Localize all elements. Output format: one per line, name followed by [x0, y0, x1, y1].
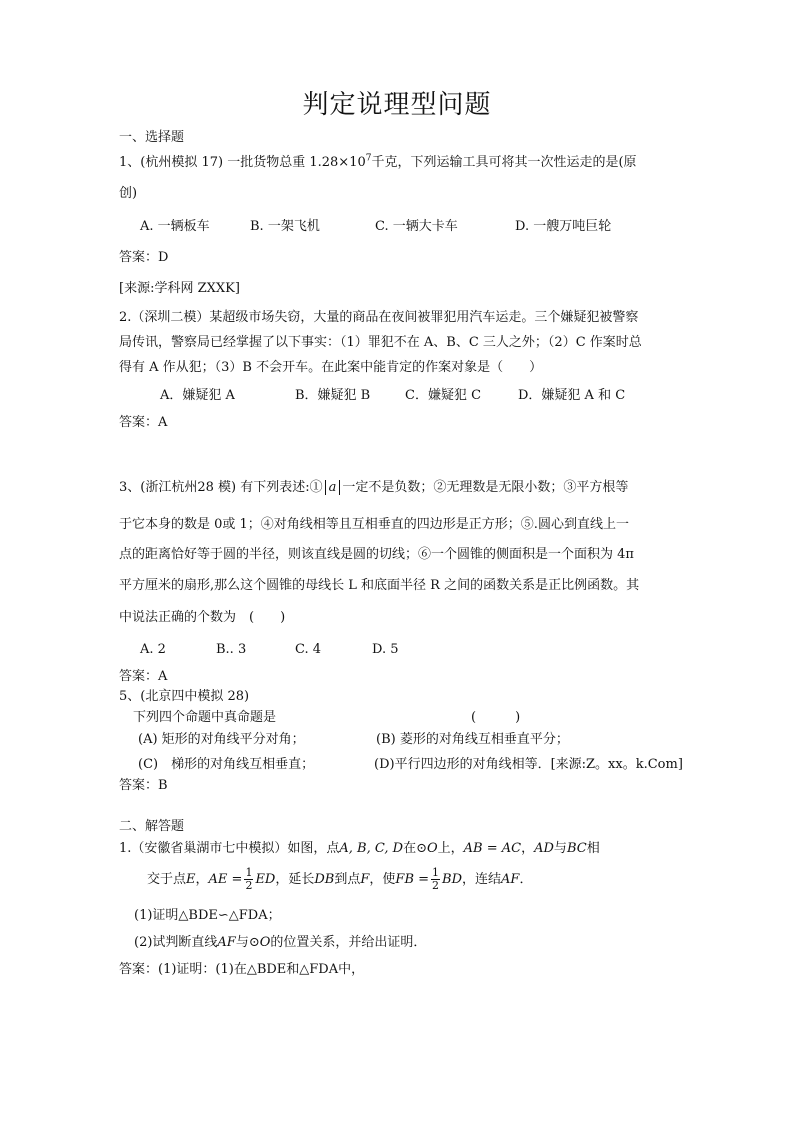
q1-option-b: B. 一架飞机 — [250, 219, 320, 234]
p1-point-e: E — [186, 872, 196, 887]
q5-options-row1 — [138, 731, 569, 749]
p1-point-f: F — [360, 872, 370, 887]
p1-frac-1 — [244, 867, 253, 892]
p1-frac-2 — [431, 867, 440, 892]
section-choice-heading: 一、选择题 — [119, 130, 185, 145]
p1-sub2-af: AF — [217, 935, 236, 950]
p1-ae-eq: AE = — [208, 872, 243, 887]
q5-question: 下列四个命题中真命题是 — [133, 710, 277, 725]
p1-frac-2-den: 2 — [432, 879, 440, 892]
page-title: 判定说理型问题 — [302, 90, 492, 120]
q3-text-line5: 中说法正确的个数为 ( ) — [119, 610, 286, 625]
q3-text-line1 — [119, 479, 628, 497]
q2-text-line2: 局传讯，警察局已经掌握了以下事实：（1）罪犯不在 A、B、C 三人之外；（2）C 作案时总 — [119, 335, 642, 350]
q3-text-line3: 点的距离恰好等于圆的半径，则该直线是圆的切线；⑥一个圆锥的侧面积是一个面积为 4π — [119, 547, 634, 562]
q1-answer: 答案：D — [119, 250, 169, 265]
p1-l2-e: ，使 — [369, 872, 396, 887]
p1-frac-2-num: 1 — [432, 866, 440, 879]
q2-option-c: C．嫌疑犯 C — [405, 388, 482, 403]
q1-option-d: D. 一艘万吨巨轮 — [515, 219, 612, 234]
p1-l2-g: ，连结 — [462, 872, 502, 887]
p1-sub2-b: 与⊙ — [235, 935, 260, 950]
q1-option-c: C. 一辆大卡车 — [375, 219, 458, 234]
p1-l2-a: 交于点 — [147, 872, 187, 887]
q3-text-post: 一定不是负数；②无理数是无限小数；③平方根等 — [342, 480, 629, 495]
q5-text-line1: 5、(北京四中模拟 28) — [119, 689, 250, 704]
p1-sub2 — [134, 934, 426, 952]
q3-option-d: D. 5 — [372, 642, 399, 657]
q3-text-line2: 于它本身的数是 0或 1；④对角线相等且互相垂直的四边形是正方形；⑤.圆心到直线上一 — [119, 517, 629, 532]
p1-sub2-o: O — [259, 935, 271, 950]
q3-option-a: A. 2 — [140, 642, 166, 657]
q5-option-b: (B) 菱形的对角线互相垂直平分； — [376, 732, 569, 747]
q3-option-b: B.. 3 — [216, 642, 247, 657]
p1-seg-af: AF — [501, 872, 520, 887]
p1-text-b: 在⊙ — [403, 841, 427, 856]
p1-points: A, B, C, D — [339, 841, 404, 856]
p1-frac-1-den: 2 — [245, 879, 253, 892]
p1-text-c: 上， — [437, 841, 464, 856]
p1-l2-b: ， — [195, 872, 209, 887]
p1-text-d: ， — [521, 841, 535, 856]
q5-option-c: (C) 梯形的对角线互相垂直； — [138, 757, 315, 772]
q3-text-line4: 平方厘米的扇形,那么这个圆锥的母线长 L 和底面半径 R 之间的函数关系是正比例函数。其 — [119, 578, 640, 593]
p1-text-line1 — [119, 840, 600, 858]
q5-answer-paren: ( ) — [471, 710, 521, 725]
q1-exponent: 7 — [365, 153, 372, 164]
q1-text-line1 — [119, 154, 637, 172]
q5-option-a: (A) 矩形的对角线平分对角； — [138, 732, 305, 747]
q2-option-b: B．嫌疑犯 B — [295, 388, 371, 403]
p1-sub2-a: (2)试判断直线 — [134, 935, 218, 950]
q3-text-pre: 3、(浙江杭州28 模) 有下列表述:① — [119, 480, 323, 495]
p1-seg-db: DB — [314, 872, 335, 887]
p1-fb-eq: FB = — [395, 872, 430, 887]
p1-frac-1-num: 1 — [245, 866, 253, 879]
p1-l2-c: ，延长 — [275, 872, 315, 887]
p1-text-a: 1.（安徽省巢湖市七中模拟）如图，点 — [119, 841, 340, 856]
q3-option-c: C. 4 — [295, 642, 322, 657]
p1-l2-d: 到点 — [334, 872, 361, 887]
q2-options — [160, 387, 625, 405]
q5-option-d: (D)平行四边形的对角线相等．[来源:Z。xx。k.Com] — [374, 757, 683, 772]
q3-options — [140, 641, 399, 659]
p1-answer: 答案：(1)证明：(1)在△BDE和△FDA中， — [119, 962, 365, 977]
q1-text-post: 千克，下列运输工具可将其一次性运走的是(原 — [371, 155, 637, 170]
q2-text-line3: 得有 A 作从犯；（3）B 不会开车。在此案中能肯定的作案对象是（ ） — [119, 360, 543, 375]
q3-abs-a: a — [325, 480, 341, 495]
q1-option-a: A. 一辆板车 — [140, 219, 210, 234]
p1-seg-bd: BD — [442, 872, 463, 887]
p1-seg-ad: AD — [534, 841, 554, 856]
q5-answer: 答案：B — [119, 778, 168, 793]
q1-text-line2: 创) — [119, 186, 138, 201]
q1-options — [140, 218, 611, 236]
q1-source: [来源:学科网 ZXXK] — [119, 281, 240, 296]
q5-text-line2 — [133, 709, 520, 727]
p1-text-f: 相 — [586, 841, 600, 856]
q2-text-line1: 2.（深圳二模）某超级市场失窃，大量的商品在夜间被罪犯用汽车运走。三个嫌疑犯被警察 — [119, 310, 639, 325]
q2-option-d: D．嫌疑犯 A 和 C — [518, 388, 626, 403]
q2-answer: 答案：A — [119, 415, 168, 430]
p1-seg-bc: BC — [566, 841, 587, 856]
p1-text-e: 与 — [553, 841, 567, 856]
q3-answer: 答案：A — [119, 669, 168, 684]
q2-option-a: A．嫌疑犯 A — [160, 388, 235, 403]
p1-text-line2 — [147, 866, 532, 894]
p1-l2-h: ． — [519, 872, 533, 887]
p1-seg-ed: ED — [255, 872, 276, 887]
q1-text-pre: 1、(杭州模拟 17) 一批货物总重 1.28×10 — [119, 155, 366, 170]
p1-sub1: (1)证明△BDE∽△FDA； — [134, 908, 281, 923]
p1-sub2-c: 的位置关系，并给出证明． — [270, 935, 427, 950]
p1-eq-ab-ac: AB = AC — [463, 841, 522, 856]
section-answer-heading: 二、解答题 — [119, 819, 185, 834]
q5-options-row2 — [138, 756, 683, 774]
p1-circle-o: O — [426, 841, 438, 856]
